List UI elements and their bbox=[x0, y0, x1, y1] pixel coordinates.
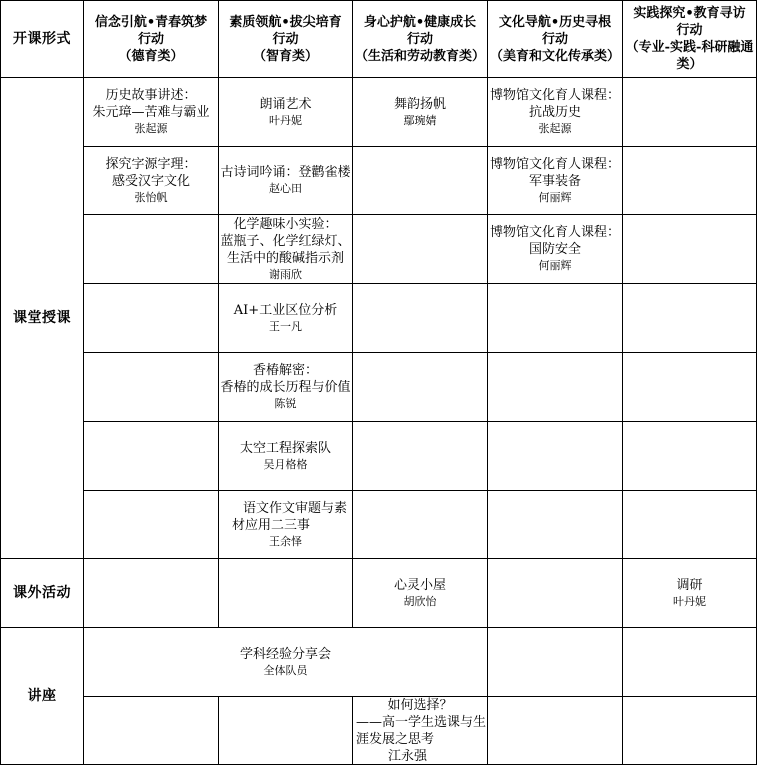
course-title-line: 探究字源字理： bbox=[105, 156, 197, 172]
course-cell bbox=[219, 353, 352, 421]
empty-cell bbox=[488, 697, 622, 764]
course-title-line: 香椿的成长历程与价值 bbox=[220, 380, 351, 395]
column-header-culture bbox=[488, 1, 622, 77]
teacher-name: 何丽辉 bbox=[538, 259, 572, 272]
presenter-name: 全体队员 bbox=[263, 663, 308, 677]
column-category: （智育类） bbox=[252, 48, 318, 64]
teacher-name: 王一凡 bbox=[269, 319, 302, 333]
course-title-line: 香椿解密： bbox=[252, 363, 318, 378]
section-label-cell-lectures bbox=[1, 628, 83, 764]
course-title-line: 朱元璋—苦难与霸业 bbox=[92, 105, 210, 120]
empty-cell bbox=[623, 491, 756, 558]
course-title-line: 抗战历史 bbox=[528, 105, 581, 120]
column-title-line: 信念引航•青春筑梦 bbox=[94, 14, 208, 30]
course-title-line: 朗诵艺术 bbox=[259, 96, 312, 112]
course-cell bbox=[219, 422, 352, 490]
empty-cell bbox=[488, 353, 622, 421]
teacher-name: 陈锐 bbox=[274, 397, 297, 410]
course-title-line: 调研 bbox=[676, 577, 703, 593]
course-title-line: 军事装备 bbox=[528, 173, 581, 189]
course-cell bbox=[623, 559, 756, 627]
course-title-line: 感受汉字文化 bbox=[111, 173, 190, 189]
empty-cell bbox=[488, 628, 622, 696]
empty-cell bbox=[623, 353, 756, 421]
corner-header-cell bbox=[1, 1, 83, 77]
course-format-heading: 开课形式 bbox=[13, 31, 71, 47]
course-title-line: 舞韵扬帆 bbox=[393, 96, 446, 112]
course-title-line: 博物馆文化育人课程： bbox=[489, 156, 620, 172]
column-title-line: 行动 bbox=[272, 31, 299, 47]
course-cell bbox=[219, 284, 352, 352]
teacher-name: 叶丹妮 bbox=[673, 594, 706, 608]
course-cell bbox=[353, 559, 487, 627]
section-label-cell-extracurricular bbox=[1, 559, 83, 627]
column-category: （美育和文化传承类） bbox=[489, 48, 620, 64]
column-title-line: 行动 bbox=[541, 31, 568, 47]
teacher-name: 谢雨欣 bbox=[269, 267, 302, 281]
teacher-name: 吴月格格 bbox=[263, 457, 308, 471]
section-label: 课堂授课 bbox=[13, 310, 71, 326]
teacher-name: 张怡帆 bbox=[134, 190, 168, 204]
course-cell bbox=[84, 147, 218, 214]
empty-cell bbox=[623, 697, 756, 764]
course-cell bbox=[488, 147, 622, 214]
column-header-practice bbox=[623, 1, 756, 77]
empty-cell bbox=[623, 215, 756, 283]
column-header-intellectual bbox=[219, 1, 352, 77]
course-title-line: AI+工业区位分析 bbox=[233, 302, 338, 318]
empty-cell bbox=[488, 559, 622, 627]
empty-cell bbox=[84, 215, 218, 283]
course-title-line: 博物馆文化育人课程： bbox=[489, 225, 620, 240]
column-category: （专业-实践-科研融通 bbox=[625, 40, 754, 55]
teacher-name: 张起源 bbox=[134, 122, 168, 135]
empty-cell bbox=[353, 284, 487, 352]
course-cell bbox=[219, 491, 352, 558]
teacher-name: 王余怿 bbox=[269, 534, 302, 548]
lecture-title-line: 如何选择？ bbox=[387, 697, 453, 713]
empty-cell bbox=[488, 284, 622, 352]
course-title-line: 语文作文审题与素 bbox=[243, 500, 348, 516]
column-header-moral bbox=[84, 1, 218, 77]
column-category: （德育类） bbox=[118, 48, 184, 64]
empty-cell bbox=[623, 78, 756, 146]
column-title-line: 行动 bbox=[137, 31, 164, 47]
teacher-name: 张起源 bbox=[538, 122, 572, 135]
lecture-cell-shared bbox=[84, 628, 487, 696]
column-category: （生活和劳动教育类） bbox=[354, 48, 485, 64]
empty-cell bbox=[353, 215, 487, 283]
empty-cell bbox=[353, 422, 487, 490]
section-label-cell-classroom bbox=[1, 78, 83, 558]
course-title-line: 心灵小屋 bbox=[393, 577, 446, 593]
empty-cell bbox=[623, 284, 756, 352]
course-cell bbox=[219, 147, 352, 214]
lecture-subtitle-line: ——高一学生选课与生 bbox=[356, 714, 487, 730]
empty-cell bbox=[353, 147, 487, 214]
column-header-wellbeing bbox=[353, 1, 487, 77]
empty-cell bbox=[623, 628, 756, 696]
empty-cell bbox=[84, 697, 218, 764]
empty-cell bbox=[84, 284, 218, 352]
empty-cell bbox=[84, 353, 218, 421]
course-title-line: 化学趣味小实验： bbox=[233, 216, 338, 232]
teacher-name: 鄢琬婧 bbox=[403, 113, 437, 127]
empty-cell bbox=[623, 422, 756, 490]
empty-cell bbox=[623, 147, 756, 214]
column-title-line: 身心护航•健康成长 bbox=[363, 14, 477, 30]
column-category: 类） bbox=[676, 57, 703, 72]
course-cell bbox=[353, 78, 487, 146]
course-cell bbox=[219, 78, 352, 146]
column-title-line: 行动 bbox=[676, 23, 703, 38]
course-title-line: 博物馆文化育人课程： bbox=[489, 88, 620, 103]
column-title-line: 实践探究•教育寻访 bbox=[633, 6, 746, 21]
lecture-cell bbox=[353, 697, 487, 764]
empty-cell bbox=[84, 491, 218, 558]
course-title-line: 生活中的酸碱指示剂 bbox=[226, 250, 344, 266]
teacher-name: 何丽辉 bbox=[538, 190, 572, 204]
course-title-line: 国防安全 bbox=[528, 242, 581, 257]
course-title-line: 蓝瓶子、化学红绿灯、 bbox=[220, 233, 351, 249]
section-label: 课外活动 bbox=[13, 585, 71, 601]
column-title-line: 行动 bbox=[406, 31, 433, 47]
empty-cell bbox=[488, 491, 622, 558]
lecture-subtitle-line: 涯发展之思考 bbox=[356, 731, 435, 747]
presenter-name: 江永强 bbox=[388, 748, 428, 764]
empty-cell bbox=[353, 353, 487, 421]
column-title-line: 文化导航•历史寻根 bbox=[498, 14, 612, 30]
teacher-name: 赵心田 bbox=[269, 182, 302, 195]
empty-cell bbox=[84, 559, 218, 627]
course-cell bbox=[84, 78, 218, 146]
empty-cell bbox=[84, 422, 218, 490]
empty-cell bbox=[488, 422, 622, 490]
section-label: 讲座 bbox=[27, 688, 57, 704]
empty-cell bbox=[353, 491, 487, 558]
course-cell bbox=[488, 215, 622, 283]
column-title-line: 素质领航•拔尖培育 bbox=[229, 14, 342, 30]
course-title-line: 历史故事讲述： bbox=[105, 88, 197, 103]
course-title-line: 材应用二三事 bbox=[232, 517, 311, 533]
lecture-title-line: 学科经验分享会 bbox=[239, 646, 331, 662]
teacher-name: 叶丹妮 bbox=[269, 113, 302, 127]
empty-cell bbox=[219, 559, 352, 627]
teacher-name: 胡欣怡 bbox=[403, 594, 437, 608]
course-cell bbox=[219, 215, 352, 283]
empty-cell bbox=[219, 697, 352, 764]
course-cell bbox=[488, 78, 622, 146]
course-title-line: 古诗词吟诵：登鹳雀楼 bbox=[220, 165, 351, 180]
course-title-line: 太空工程探索队 bbox=[239, 440, 331, 456]
